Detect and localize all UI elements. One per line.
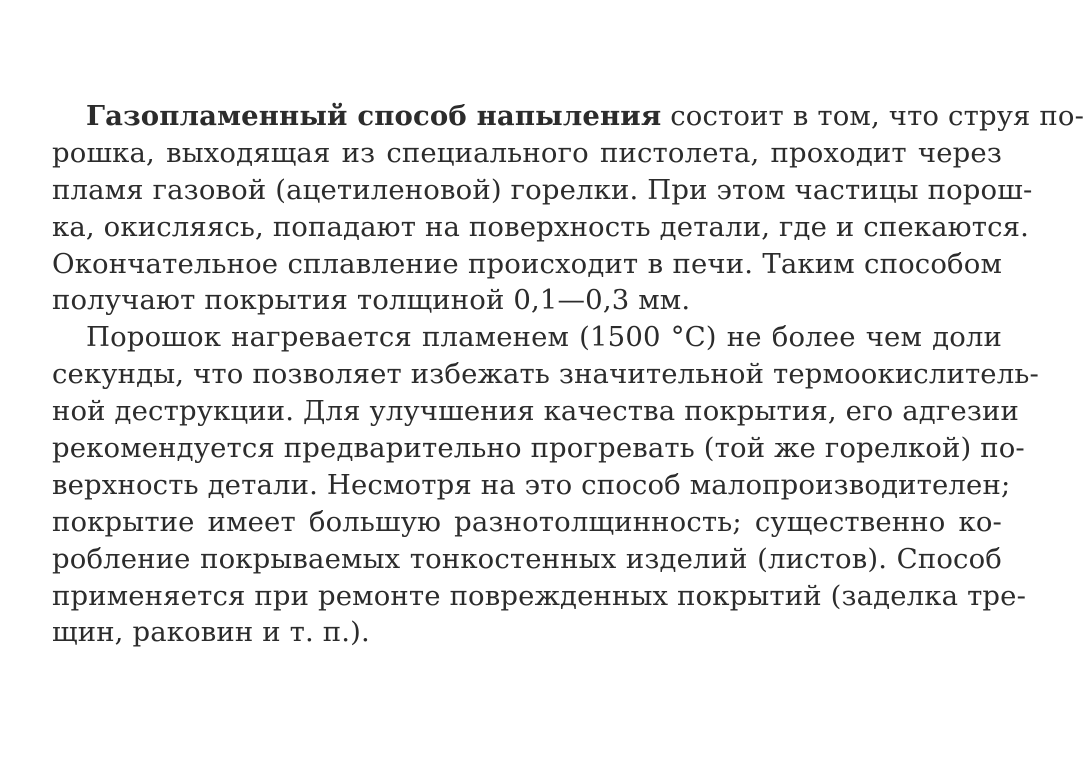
bold-term: Газопламенный способ напыления <box>86 100 662 132</box>
paragraph-2-line-1: Порошок нагревается пламенем (1500 °С) не более чем доли <box>86 321 1002 354</box>
paragraph-2-line-2: секунды, что позволяет избежать значительной термоокислитель- <box>52 358 1039 391</box>
paragraph-1-line-1 <box>86 98 1084 135</box>
paragraph-2-line-5: верхность детали. Несмотря на это способ малопроизводителен; <box>52 468 1011 501</box>
paragraph-2-line-9: щин, раковин и т. п.). <box>52 616 370 649</box>
paragraph-1-line-1-text: состоит в том, что струя по- <box>661 100 1084 132</box>
text-body <box>52 98 1084 651</box>
paragraph-1-line-2: рошка, выходящая из специального пистолета, проходит через <box>52 136 1002 169</box>
paragraph-1-line-4: ка, окисляясь, попадают на поверхность детали, где и спекаются. <box>52 210 1030 243</box>
paragraph-2-line-8: применяется при ремонте поврежденных покрытий (заделка тре- <box>52 579 1027 612</box>
paragraph-2-line-7: робление покрываемых тонкостенных изделий (листов). Способ <box>52 542 1002 575</box>
paragraph-1-line-5: Окончательное сплавление происходит в печи. Таким способом <box>52 247 1002 280</box>
paragraph-2-line-3: ной деструкции. Для улучшения качества покрытия, его адгезии <box>52 395 1019 428</box>
paragraph-2-line-4: рекомендуется предварительно прогревать (той же горелкой) по- <box>52 432 1025 465</box>
paragraph-2-line-6: покрытие имеет большую разнотолщинность; существенно ко- <box>52 505 1002 538</box>
paragraph-1-line-3: пламя газовой (ацетиленовой) горелки. При этом частицы порош- <box>52 173 1033 206</box>
paragraph-1-line-6: получают покрытия толщиной 0,1—0,3 мм. <box>52 284 691 317</box>
